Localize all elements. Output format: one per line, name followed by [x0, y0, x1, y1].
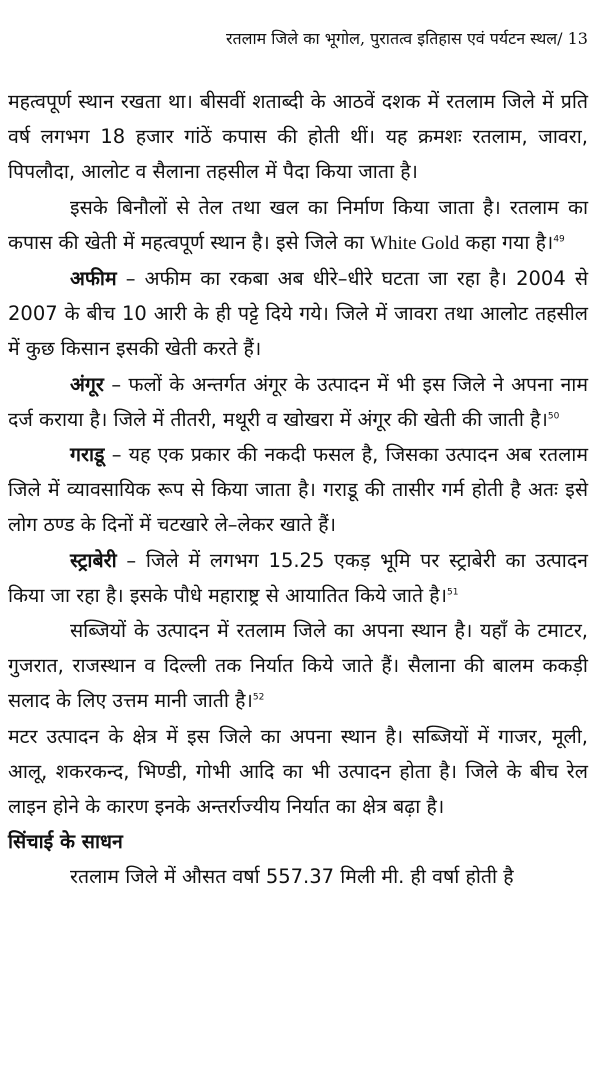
- paragraph-garadu: [8, 437, 588, 543]
- paragraph-strawberry: [8, 543, 588, 613]
- vegetables-text: सब्जियों के उत्पादन में रतलाम जिले का अपना स्थान है। यहाँ के टमाटर, गुजरात, राजस्थान व दिल्ली तक निर्यात किये जाते हैं। सैलाना की बालम ककड़ी सलाद के लिए उत्तम मानी जाती है।: [8, 619, 588, 713]
- footnote-marker-51: 51: [447, 587, 459, 598]
- footnote-marker-50: 50: [547, 411, 560, 422]
- paragraph-opium: [8, 261, 588, 367]
- opium-text: – अफीम का रकबा अब धीरे–धीरे घटता जा रहा है। 2004 से 2007 के बीच 10 आरी के ही पट्टे दिये गये। जिले में जावरा तथा आलोट तहसील में कुछ किसान इसकी खेती करते हैं।: [8, 267, 588, 361]
- paragraph-vegetables: [8, 613, 588, 719]
- garadu-text: – यह एक प्रकार की नकदी फसल है, जिसका उत्पादन अब रतलाम जिले में व्यावसायिक रूप से किया जाता है। गराडू की तासीर गर्म होती है अतः इसे लोग ठण्ड के दिनों में चटखारे ले–लेकर खाते हैं।: [8, 443, 588, 537]
- page-body: [8, 84, 588, 895]
- section-heading-irrigation: सिंचाई के साधन: [8, 830, 123, 854]
- paragraph-peas: मटर उत्पादन के क्षेत्र में इस जिले का अपना स्थान है। सब्जियों में गाजर, मूली, आलू, शकरकन्द, भिण्डी, गोभी आदि का भी उत्पादन होता है। जिले के बीच रेल लाइन होने के कारण इनके अन्तर्राज्यीय निर्यात का क्षेत्र बढ़ा है।: [8, 724, 588, 819]
- paragraph-rainfall: रतलाम जिले में औसत वर्षा 557.37 मिली मी. ही वर्षा होती है: [70, 865, 514, 889]
- footnote-marker-49: 49: [553, 234, 565, 245]
- paragraph-cotton-seeds: [8, 190, 588, 261]
- term-grapes: अंगूर: [70, 372, 104, 396]
- cotton-seeds-end-text: कहा गया है।: [459, 230, 554, 254]
- white-gold-text: White Gold: [370, 232, 460, 254]
- term-strawberry: स्ट्राबेरी: [70, 548, 117, 572]
- term-opium: अफीम: [70, 267, 117, 291]
- running-header: रतलाम जिले का भूगोल, पुरातत्व इतिहास एवं पर्यटन स्थल/ 13: [225, 29, 588, 48]
- paragraph-cotton-production: महत्वपूर्ण स्थान रखता था। बीसवीं शताब्दी के आठवें दशक में रतलाम जिले में प्रति वर्ष लगभग 18 हजार गांठें कपास की होती थीं। यह क्रमशः रतलाम, जावरा, पिपलौदा, आलोट व सैलाना तहसील में पैदा किया जाता है।: [8, 90, 588, 184]
- cotton-seeds-text: इसके बिनौलों से तेल तथा खल का निर्माण किया जाता है। रतलाम का कपास की खेती में महत्वपूर्ण स्थान है। इसे जिले का: [8, 195, 588, 254]
- footnote-marker-52: 52: [252, 692, 265, 703]
- strawberry-text: – जिले में लगभग 15.25 एकड़ भूमि पर स्ट्राबेरी का उत्पादन किया जा रहा है। इसके पौधे महाराष्ट्र से आयातित किये जाते है।: [8, 548, 588, 607]
- term-garadu: गराडू: [70, 443, 105, 467]
- grapes-text: – फलों के अन्तर्गत अंगूर के उत्पादन में भी इस जिले ने अपना नाम दर्ज कराया है। जिले में तीतरी, मथूरी व खोखरा में अंगूर की खेती की जाती है।: [8, 372, 588, 431]
- paragraph-grapes: [8, 367, 588, 437]
